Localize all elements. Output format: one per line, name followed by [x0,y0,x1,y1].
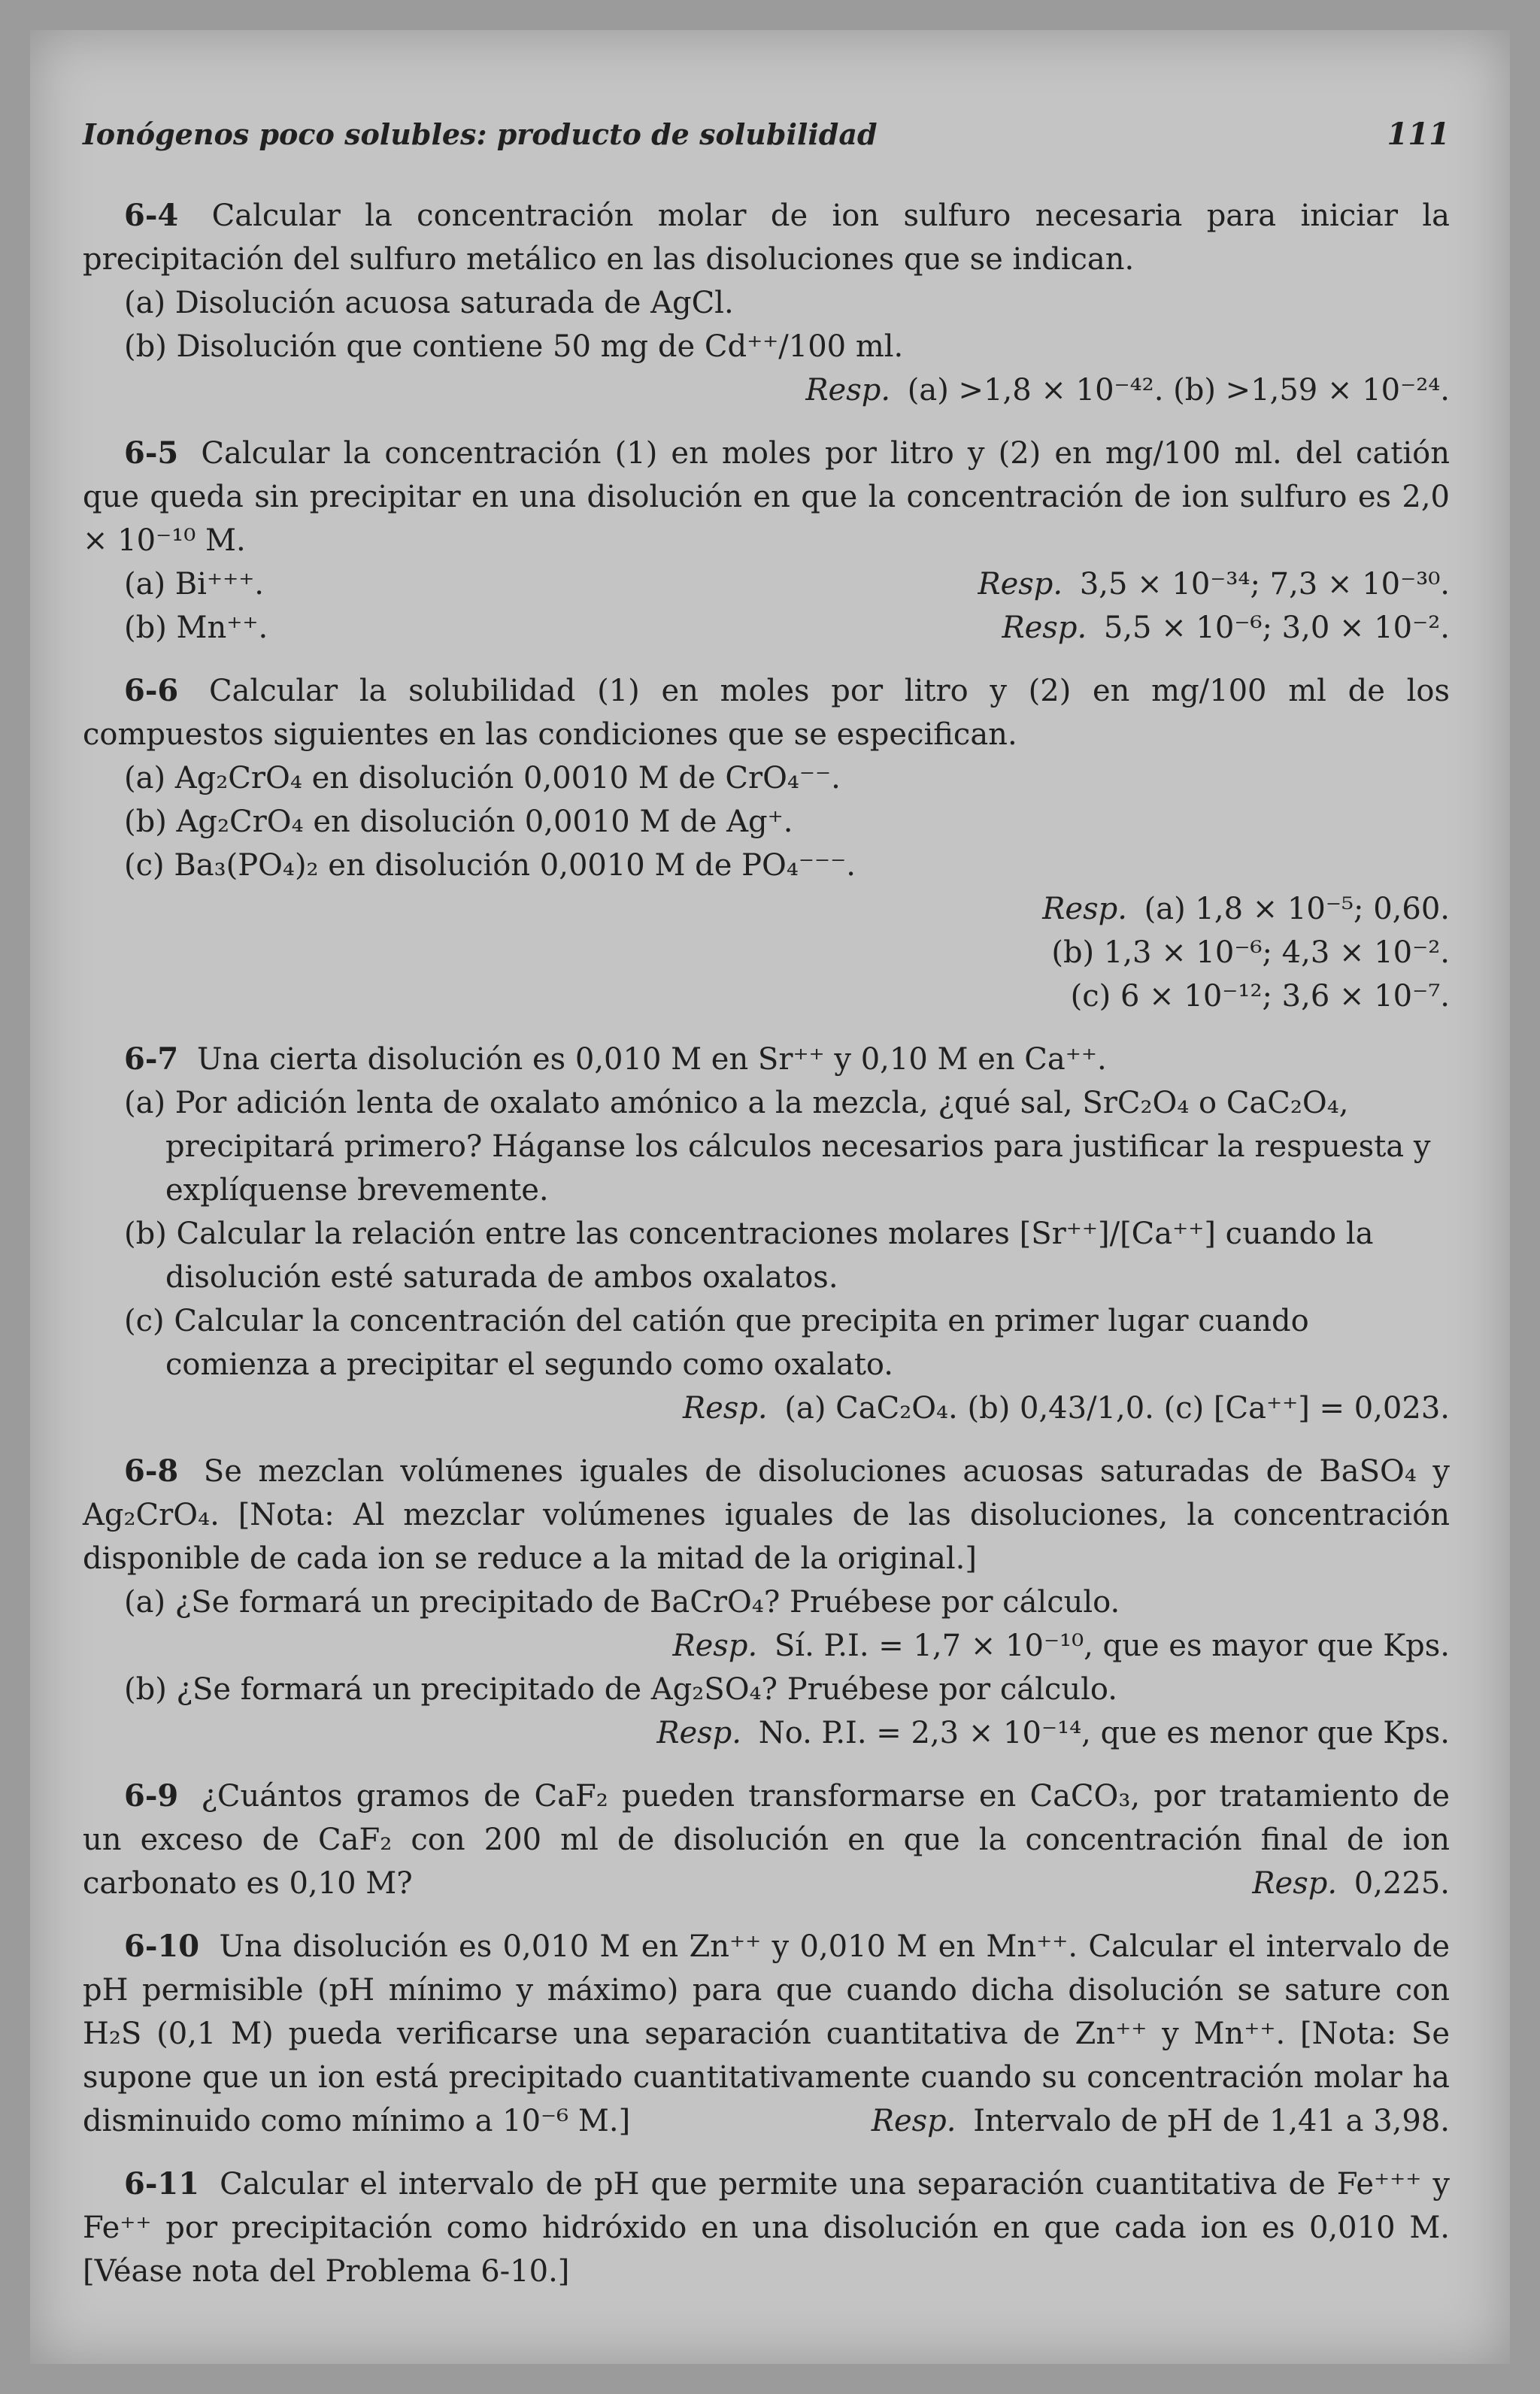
problem-item: (a) ¿Se formará un precipitado de BaCrO₄? Pruébese por cálculo. [124,1585,1120,1620]
problem-item: (a) Por adición lenta de oxalato amónico a la mezcla, ¿qué sal, SrC₂O₄ o CaC₂O₄, precipitará primero? Háganse los cálculos necesarios para justificar la respuesta y explíquense brevemente. [124,1086,1431,1208]
problem-number: 6-7 [124,1041,179,1077]
problem-text: Una cierta disolución es 0,010 M en Sr⁺⁺ y 0,10 M en Ca⁺⁺. [196,1042,1107,1077]
problem-item: (a) Bi⁺⁺⁺. [124,567,265,602]
answer [830,2099,1450,2143]
book-page [30,30,1510,2364]
problem-text: Calcular la concentración molar de ion sulfuro necesaria para iniciar la precipitación del sulfuro metálico en las disoluciones que se indican. [83,198,1451,277]
answer [83,887,1450,931]
answer-text: (a) CaC₂O₄. (b) 0,43/1,0. (c) [Ca⁺⁺] = 0,023. [784,1391,1450,1426]
problem-item: (b) Disolución que contiene 50 mg de Cd⁺⁺/100 ml. [124,329,904,364]
problem-item: (c) Calcular la concentración del catión que precipita en primer lugar cuando comienza a precipitar el segundo como oxalato. [124,1304,1309,1382]
problem-item: (b) Ag₂CrO₄ en disolución 0,0010 M de Ag⁺. [124,805,793,839]
problem-text: Una disolución es 0,010 M en Zn⁺⁺ y 0,010 M en Mn⁺⁺. Calcular el intervalo de pH permisible (pH mínimo y máximo) para que cuando dicha disolución se sature con H₂S (0,1 M) pueda verificarse una separación cuantitativa de Zn⁺⁺ y Mn⁺⁺. [Nota: Se supone que un ion está precipitado cuantitativamente cuando su concentración molar ha disminuido como mínimo a 10⁻⁶ M.] [83,1929,1451,2138]
answer-label: Resp. [978,567,1063,602]
problem-item: (a) Ag₂CrO₄ en disolución 0,0010 M de CrO₄⁻⁻. [124,761,841,795]
problem-6-4 [83,194,1450,412]
answer-text: (c) 6 × 10⁻¹²; 3,6 × 10⁻⁷. [1070,979,1450,1014]
answer [83,1711,1450,1755]
problem-item: (b) ¿Se formará un precipitado de Ag₂SO₄? Pruébese por cálculo. [124,1672,1117,1707]
problem-number: 6-5 [124,435,179,471]
problem-6-10 [83,1925,1450,2143]
problem-number: 6-11 [124,2166,200,2202]
answer-label: Resp. [805,373,891,408]
answer [83,1624,1450,1668]
answer [978,562,1450,606]
answer-label: Resp. [672,1629,758,1663]
answer-label: Resp. [683,1391,768,1426]
problem-item: (a) Disolución acuosa saturada de AgCl. [124,286,734,320]
problem-6-11 [83,2162,1450,2293]
page-content [83,113,1450,2293]
problem-text: Calcular la solubilidad (1) en moles por litro y (2) en mg/100 ml de los compuestos siguientes en las condiciones que se especifican. [83,674,1450,752]
answer-text: 5,5 × 10⁻⁶; 3,0 × 10⁻². [1103,611,1450,645]
problem-number: 6-10 [124,1929,200,1964]
problem-number: 6-4 [124,198,179,233]
problem-text: Calcular el intervalo de pH que permite una separación cuantitativa de Fe⁺⁺⁺ y Fe⁺⁺ por precipitación como hidróxido en una disolución en que cada ion es 0,010 M. [Véase nota del Problema 6-10.] [83,2167,1450,2289]
answer-text: No. P.I. = 2,3 × 10⁻¹⁴, que es menor que Kps. [758,1716,1450,1750]
answer-label: Resp. [1252,1866,1338,1901]
answer-text: Intervalo de pH de 1,41 a 3,98. [973,2104,1450,2138]
answer-text: 3,5 × 10⁻³⁴; 7,3 × 10⁻³⁰. [1079,567,1450,602]
problem-6-7 [83,1038,1450,1430]
problem-item: (b) Mn⁺⁺. [124,611,268,645]
chapter-title: Ionógenos poco solubles: producto de solubilidad [83,117,878,151]
answer-text: 0,225. [1354,1866,1450,1901]
problem-text: ¿Cuántos gramos de CaF₂ pueden transformarse en CaCO₃, por tratamiento de un exceso de CaF₂ con 200 ml de disolución en que la concentración final de ion carbonato es 0,10 M? [83,1779,1450,1901]
answer-text: Sí. P.I. = 1,7 × 10⁻¹⁰, que es mayor que Kps. [774,1629,1450,1663]
page-number: 111 [1387,117,1450,152]
running-head [83,113,1450,156]
problem-6-9 [83,1774,1450,1905]
problem-text: Calcular la concentración (1) en moles por litro y (2) en mg/100 ml. del catión que queda sin precipitar en una disolución en que la concentración de ion sulfuro es 2,0 × 10⁻¹⁰ M. [83,436,1451,558]
problem-number: 6-8 [124,1453,179,1489]
problem-6-8 [83,1450,1450,1755]
answer-label: Resp. [871,2104,956,2138]
answer [1211,1862,1450,1905]
answer-label: Resp. [1042,892,1127,926]
answer [1002,606,1450,650]
answer-text: (a) >1,8 × 10⁻⁴². (b) >1,59 × 10⁻²⁴. [907,373,1450,408]
problem-item-row [83,606,1450,650]
answer-text: (b) 1,3 × 10⁻⁶; 4,3 × 10⁻². [1051,935,1450,970]
problem-item-row [83,562,1450,606]
answer [83,1386,1450,1430]
answer-label: Resp. [1002,611,1087,645]
problem-text: Se mezclan volúmenes iguales de disoluciones acuosas saturadas de BaSO₄ y Ag₂CrO₄. [Nota: Al mezclar volúmenes iguales de las disoluciones, la concentración disponible de cada ion se reduce a la mitad de la original.] [83,1454,1450,1576]
problem-number: 6-6 [124,673,179,708]
problem-6-6 [83,669,1450,1018]
answer-text: (a) 1,8 × 10⁻⁵; 0,60. [1144,892,1450,926]
answer [83,368,1450,412]
problem-number: 6-9 [124,1778,179,1814]
answer-label: Resp. [656,1716,741,1750]
problem-6-5 [83,432,1450,650]
problem-item: (b) Calcular la relación entre las concentraciones molares [Sr⁺⁺]/[Ca⁺⁺] cuando la disolución esté saturada de ambos oxalatos. [124,1217,1374,1295]
problem-item: (c) Ba₃(PO₄)₂ en disolución 0,0010 M de PO₄⁻⁻⁻. [124,848,856,883]
